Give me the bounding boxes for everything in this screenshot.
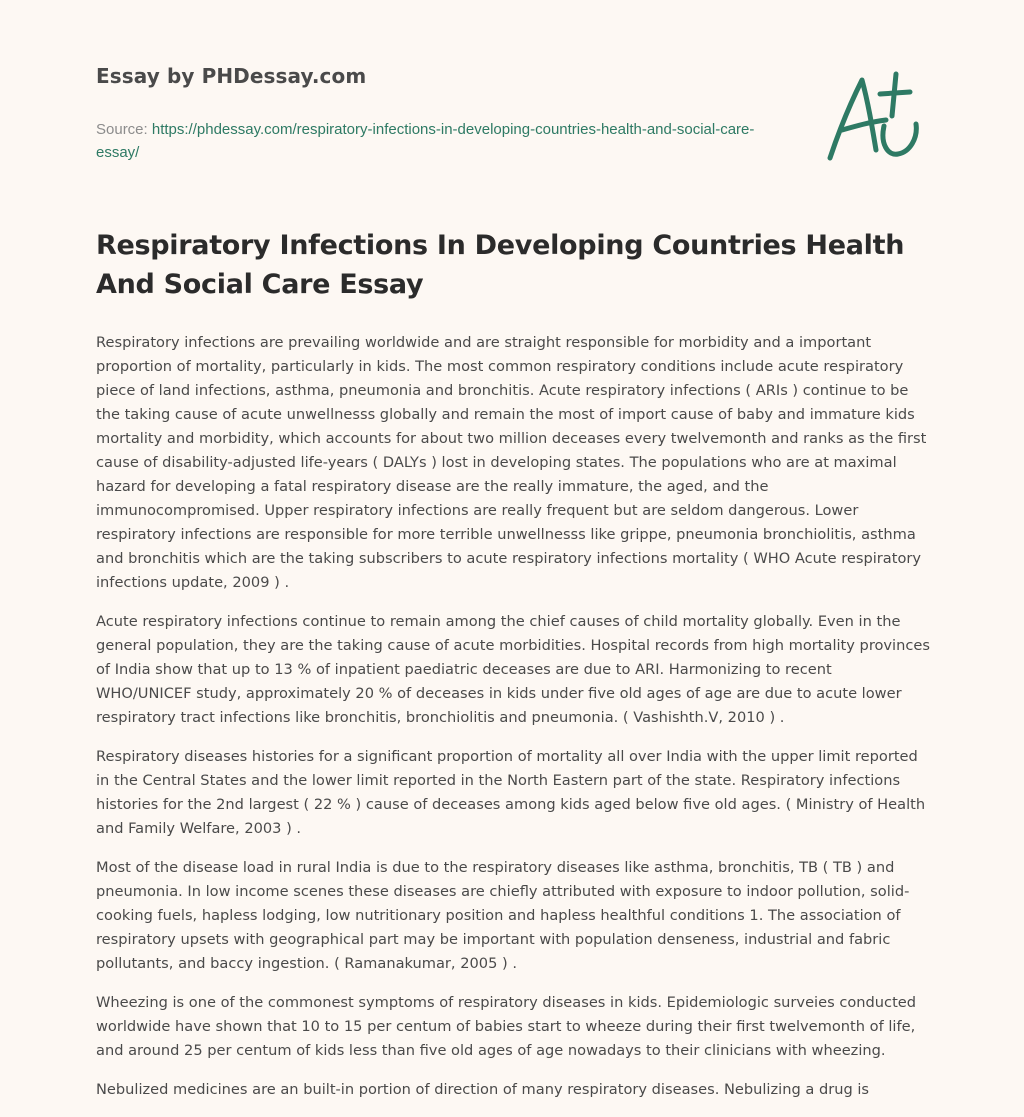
essay-title: Respiratory Infections In Developing Countries Health And Social Care Essay (96, 230, 905, 300)
page-header (96, 64, 796, 164)
source-link[interactable]: https://phdessay.com/respiratory-infections-in-developing-countries-health-and-social-care-essay/ (96, 121, 755, 161)
essay-paragraph: Wheezing is one of the commonest symptoms of respiratory diseases in kids. Epidemiologic surveies conducted worldwide have shown that 10 to 15 per centum of babies start to wheeze during their first twelvemonth of life, and around 25 per centum of kids less than five old ages of age nowadays to their clinicians with wheezing. (96, 994, 917, 1059)
essay-paragraph: Most of the disease load in rural India is due to the respiratory diseases like asthma, bronchitis, TB ( TB ) and pneumonia. In low income scenes these diseases are chiefly attributed with exposure to indoor pollution, solid-cooking fuels, hapless lodging, low nutritionary position and hapless healthful conditions 1. The association of respiratory upsets with geographical part may be important with population denseness, industrial and fabric pollutants, and baccy ingestion. ( Ramanakumar, 2005 ) . (96, 859, 910, 972)
essay-paragraph: Nebulized medicines are an built-in portion of direction of many respiratory diseases. Nebulizing a drug is (96, 1081, 870, 1098)
a-plus-logo-icon (822, 68, 926, 164)
essay-paragraph: Acute respiratory infections continue to remain among the chief causes of child mortality globally. Even in the general population, they are the taking cause of acute morbidities. Hospital records from high mortality provinces of India show that up to 13 % of inpatient paediatric deceases are due to ARI. Harmonizing to recent WHO/UNICEF study, approximately 20 % of deceases in kids under five old ages of age are due to acute lower respiratory tract infections like bronchitis, bronchiolitis and pneumonia. ( Vashishth.V, 2010 ) . (96, 613, 930, 726)
source-line (96, 118, 796, 164)
essay-content (96, 226, 930, 1117)
source-label: Source: (96, 121, 152, 138)
site-title: Essay by PHDessay.com (96, 64, 367, 88)
essay-paragraph: Respiratory infections are prevailing worldwide and are straight responsible for morbidity and a important proportion of mortality, particularly in kids. The most common respiratory conditions include acute respiratory piece of land infections, asthma, pneumonia and bronchitis. Acute respiratory infections ( ARIs ) continue to be the taking cause of acute unwellnesss globally and remain the most of import cause of baby and immature kids mortality and morbidity, which accounts for about two million deceases every twelvemonth and ranks as the first cause of disability-adjusted life-years ( DALYs ) lost in developing states. The populations who are at maximal hazard for developing a fatal respiratory disease are the really immature, the aged, and the immunocompromised. Upper respiratory infections are really frequent but are seldom dangerous. Lower respiratory infections are responsible for more terrible unwellnesss like grippe, pneumonia bronchiolitis, asthma and bronchitis which are the taking subscribers to acute respiratory infections mortality ( WHO Acute respiratory infections update, 2009 ) . (96, 334, 927, 591)
essay-paragraph: Respiratory diseases histories for a significant proportion of mortality all over India with the upper limit reported in the Central States and the lower limit reported in the North Eastern part of the state. Respiratory infections histories for the 2nd largest ( 22 % ) cause of deceases among kids aged below five old ages. ( Ministry of Health and Family Welfare, 2003 ) . (96, 748, 926, 837)
